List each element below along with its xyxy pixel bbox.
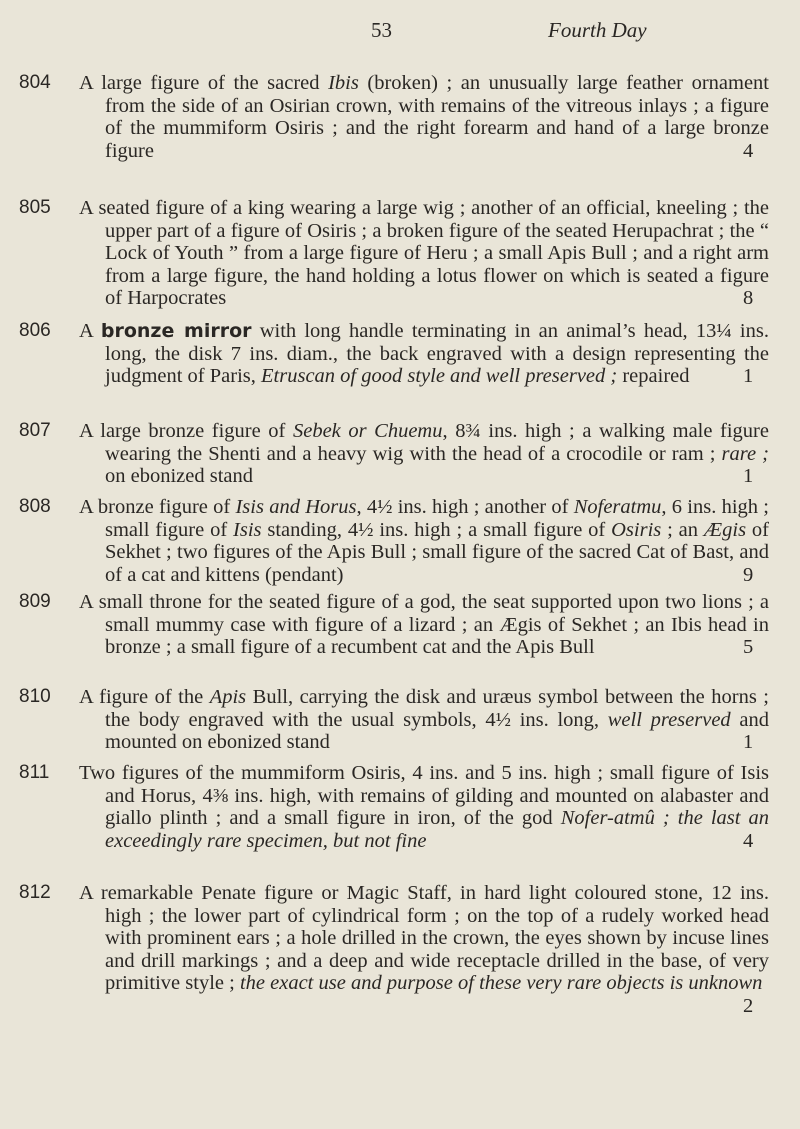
lot-text-segment: A — [79, 320, 101, 342]
lot-description: A large bronze figure of Sebek or Chuemu, 8¾ ins. high ; a walking male figure wearing the Shenti and a heavy wig with the head of a crocodile or ram ; rare ; on ebonized stand 1 — [79, 420, 769, 488]
lot-description: A figure of the Apis Bull, carrying the disk and uræus symbol between the horns ; the body engraved with the usual symbols, 4½ ins. long, well preserved and mounted on ebonized stand 1 — [79, 686, 769, 754]
lot-text-segment: bronze mirror — [100, 320, 252, 342]
lot-text-segment: on ebonized stand — [105, 465, 254, 488]
lot-text-segment: , 8¾ ins. high ; a walking male figure wearing the Shenti and a heavy wig with the head of a crocodile or ram ; — [105, 420, 769, 465]
lot-text-segment: A large bronze figure of — [79, 420, 293, 442]
lot-text-segment: repaired — [617, 365, 690, 388]
lot-description: A bronze mirror with long handle terminating in an animal’s head, 13¼ ins. long, the disk 7 ins. diam., the back engraved with a design representing the judgment of Paris, Etruscan of good style and well preserved ; repaired 1 — [79, 320, 769, 388]
lot-text-segment: Two figures of the mummiform Osiris, 4 ins. and 5 ins. high ; small figure of Isis and Horus, 4⅜ ins. high, with remains of gilding and mounted on alabaster and giallo plinth ; and a small figure in iron, of the god — [79, 762, 769, 830]
lot-text-segment: , 6 ins. high ; small figure of — [105, 496, 769, 541]
lot-text-segment: A seated figure of a king wearing a large wig ; another of an official, kneeling ; the upper part of a figure of Osiris ; a broken figure of the seated Herupachrat ; the “ Lock of Youth ” from a large figure of Heru ; a small Apis Bull ; and a right arm from a large figure, the hand holding a lotus flower on which is seated a figure of Harpocrates — [79, 197, 769, 310]
lot-text-segment: with long handle terminating in an animal’s head, 13¼ ins. long, the disk 7 ins. diam., the back engraved with a design representing the judgment of Paris, — [105, 320, 769, 388]
lot-description: Two figures of the mummiform Osiris, 4 ins. and 5 ins. high ; small figure of Isis and Horus, 4⅜ ins. high, with remains of gilding and mounted on alabaster and giallo plinth ; and a small figure in iron, of the god Nofer-atmû ; the last an exceedingly rare specimen, but not fine 4 — [79, 762, 769, 852]
lot-description: A seated figure of a king wearing a large wig ; another of an official, kneeling ; the upper part of a figure of Osiris ; a broken figure of the seated Herupachrat ; the “ Lock of Youth ” from a large figure of Heru ; a small Apis Bull ; and a right arm from a large figure, the hand holding a lotus flower on which is seated a figure of Harpocrates 8 — [79, 197, 769, 310]
lot-text-segment: Noferatmu — [573, 496, 662, 518]
day-title: Fourth Day — [548, 18, 647, 42]
lot-text-segment: Ibis — [328, 72, 359, 94]
lot-text-segment: A remarkable Penate figure or Magic Staff, in hard light coloured stone, 12 ins. high ; the lower part of cylindrical form ; on the top of a rudely worked head with prominent ears ; a hole drilled in the crown, the eyes shown by incuse lines and drill markings ; and a deep and wide receptacle drilled in the base, of very primitive style ; — [79, 882, 769, 995]
lot-number: 810 — [19, 686, 51, 707]
lot-text-segment: standing, 4½ ins. high ; a small figure of — [261, 518, 612, 541]
lot-text-segment: (broken) ; an unusually large feather ornament from the side of an Osirian crown, with remains of the vitreous inlays ; a figure of the mummiform Osiris ; and the right forearm and hand of a large bronze figure — [105, 72, 769, 162]
lot-text-segment: well preserved — [607, 708, 731, 731]
lot-number: 811 — [19, 762, 50, 783]
lot-text-segment: Ægis — [703, 518, 747, 541]
lot-text-segment: Nofer-atmû ; the last an exceedingly rare specimen, but not fine — [105, 807, 769, 852]
lot-text-segment: Bull, carrying the disk and uræus symbol between the horns ; the body engraved with the usual symbols, 4½ ins. long, — [105, 686, 769, 731]
lot-description: A large figure of the sacred Ibis (broken) ; an unusually large feather ornament from the side of an Osirian crown, with remains of the vitreous inlays ; a figure of the mummiform Osiris ; and the right forearm and hand of a large bronze figure 4 — [79, 72, 769, 162]
lot-text-segment: Osiris — [611, 518, 662, 541]
lot-text-segment: Isis and Horus — [235, 496, 357, 518]
lot-text-segment: A small throne for the seated figure of a god, the seat supported upon two lions ; a small mummy case with figure of a lizard ; an Ægis of Sekhet ; an Ibis head in bronze ; a small figure of a recumbent cat and the Apis Bull — [79, 591, 769, 659]
lot-text-segment: Etruscan of good style and well preserved ; — [261, 365, 618, 388]
lot-text-segment: , 4½ ins. high ; another of — [356, 496, 574, 518]
lot-number: 806 — [19, 320, 51, 341]
lot-text-segment: ; an — [661, 518, 704, 541]
lot-text-segment: of Sekhet ; two figures of the Apis Bull ; small figure of the sacred Cat of Bast, and of a cat and kittens (pendant) — [105, 518, 769, 586]
lot-number: 804 — [19, 72, 51, 93]
lot-text-segment: A bronze figure of — [79, 496, 236, 518]
lot-text-segment: and mounted on ebonized stand — [105, 708, 769, 754]
page-number: 53 — [371, 18, 392, 42]
lot-text-segment: the exact use and purpose of these very rare objects is unknown — [239, 972, 763, 995]
lot-description: A bronze figure of Isis and Horus, 4½ ins. high ; another of Noferatmu, 6 ins. high ; small figure of Isis standing, 4½ ins. high ; a small figure of Osiris ; an Ægis of Sekhet ; two figures of the Apis Bull ; small figure of the sacred Cat of Bast, and of a cat and kittens (pendant) 9 — [79, 496, 769, 586]
lot-text-first: A large figure of the sacred — [79, 72, 329, 94]
lot-text-segment: rare ; — [721, 442, 769, 465]
lot-text-segment: Sebek or Chuemu — [292, 420, 443, 442]
lot-number: 812 — [19, 882, 51, 903]
lot-text-segment: Apis — [209, 686, 247, 708]
lot-number: 805 — [19, 197, 51, 218]
lot-text-segment: A figure of the — [79, 686, 210, 708]
lot-text-segment: Isis — [233, 518, 262, 541]
lot-description: A remarkable Penate figure or Magic Staff, in hard light coloured stone, 12 ins. high ; the lower part of cylindrical form ; on the top of a rudely worked head with prominent ears ; a hole drilled in the crown, the eyes shown by incuse lines and drill markings ; and a deep and wide receptacle drilled in the base, of very primitive style ; the exact use and purpose of these very rare objects is unknown 2 — [79, 882, 769, 1017]
lot-number: 809 — [19, 591, 51, 612]
lot-description: A small throne for the seated figure of a god, the seat supported upon two lions ; a small mummy case with figure of a lizard ; an Ægis of Sekhet ; an Ibis head in bronze ; a small figure of a recumbent cat and the Apis Bull 5 — [79, 591, 769, 659]
lot-number: 807 — [19, 420, 51, 441]
page-header — [0, 18, 800, 48]
lot-number: 808 — [19, 496, 51, 517]
